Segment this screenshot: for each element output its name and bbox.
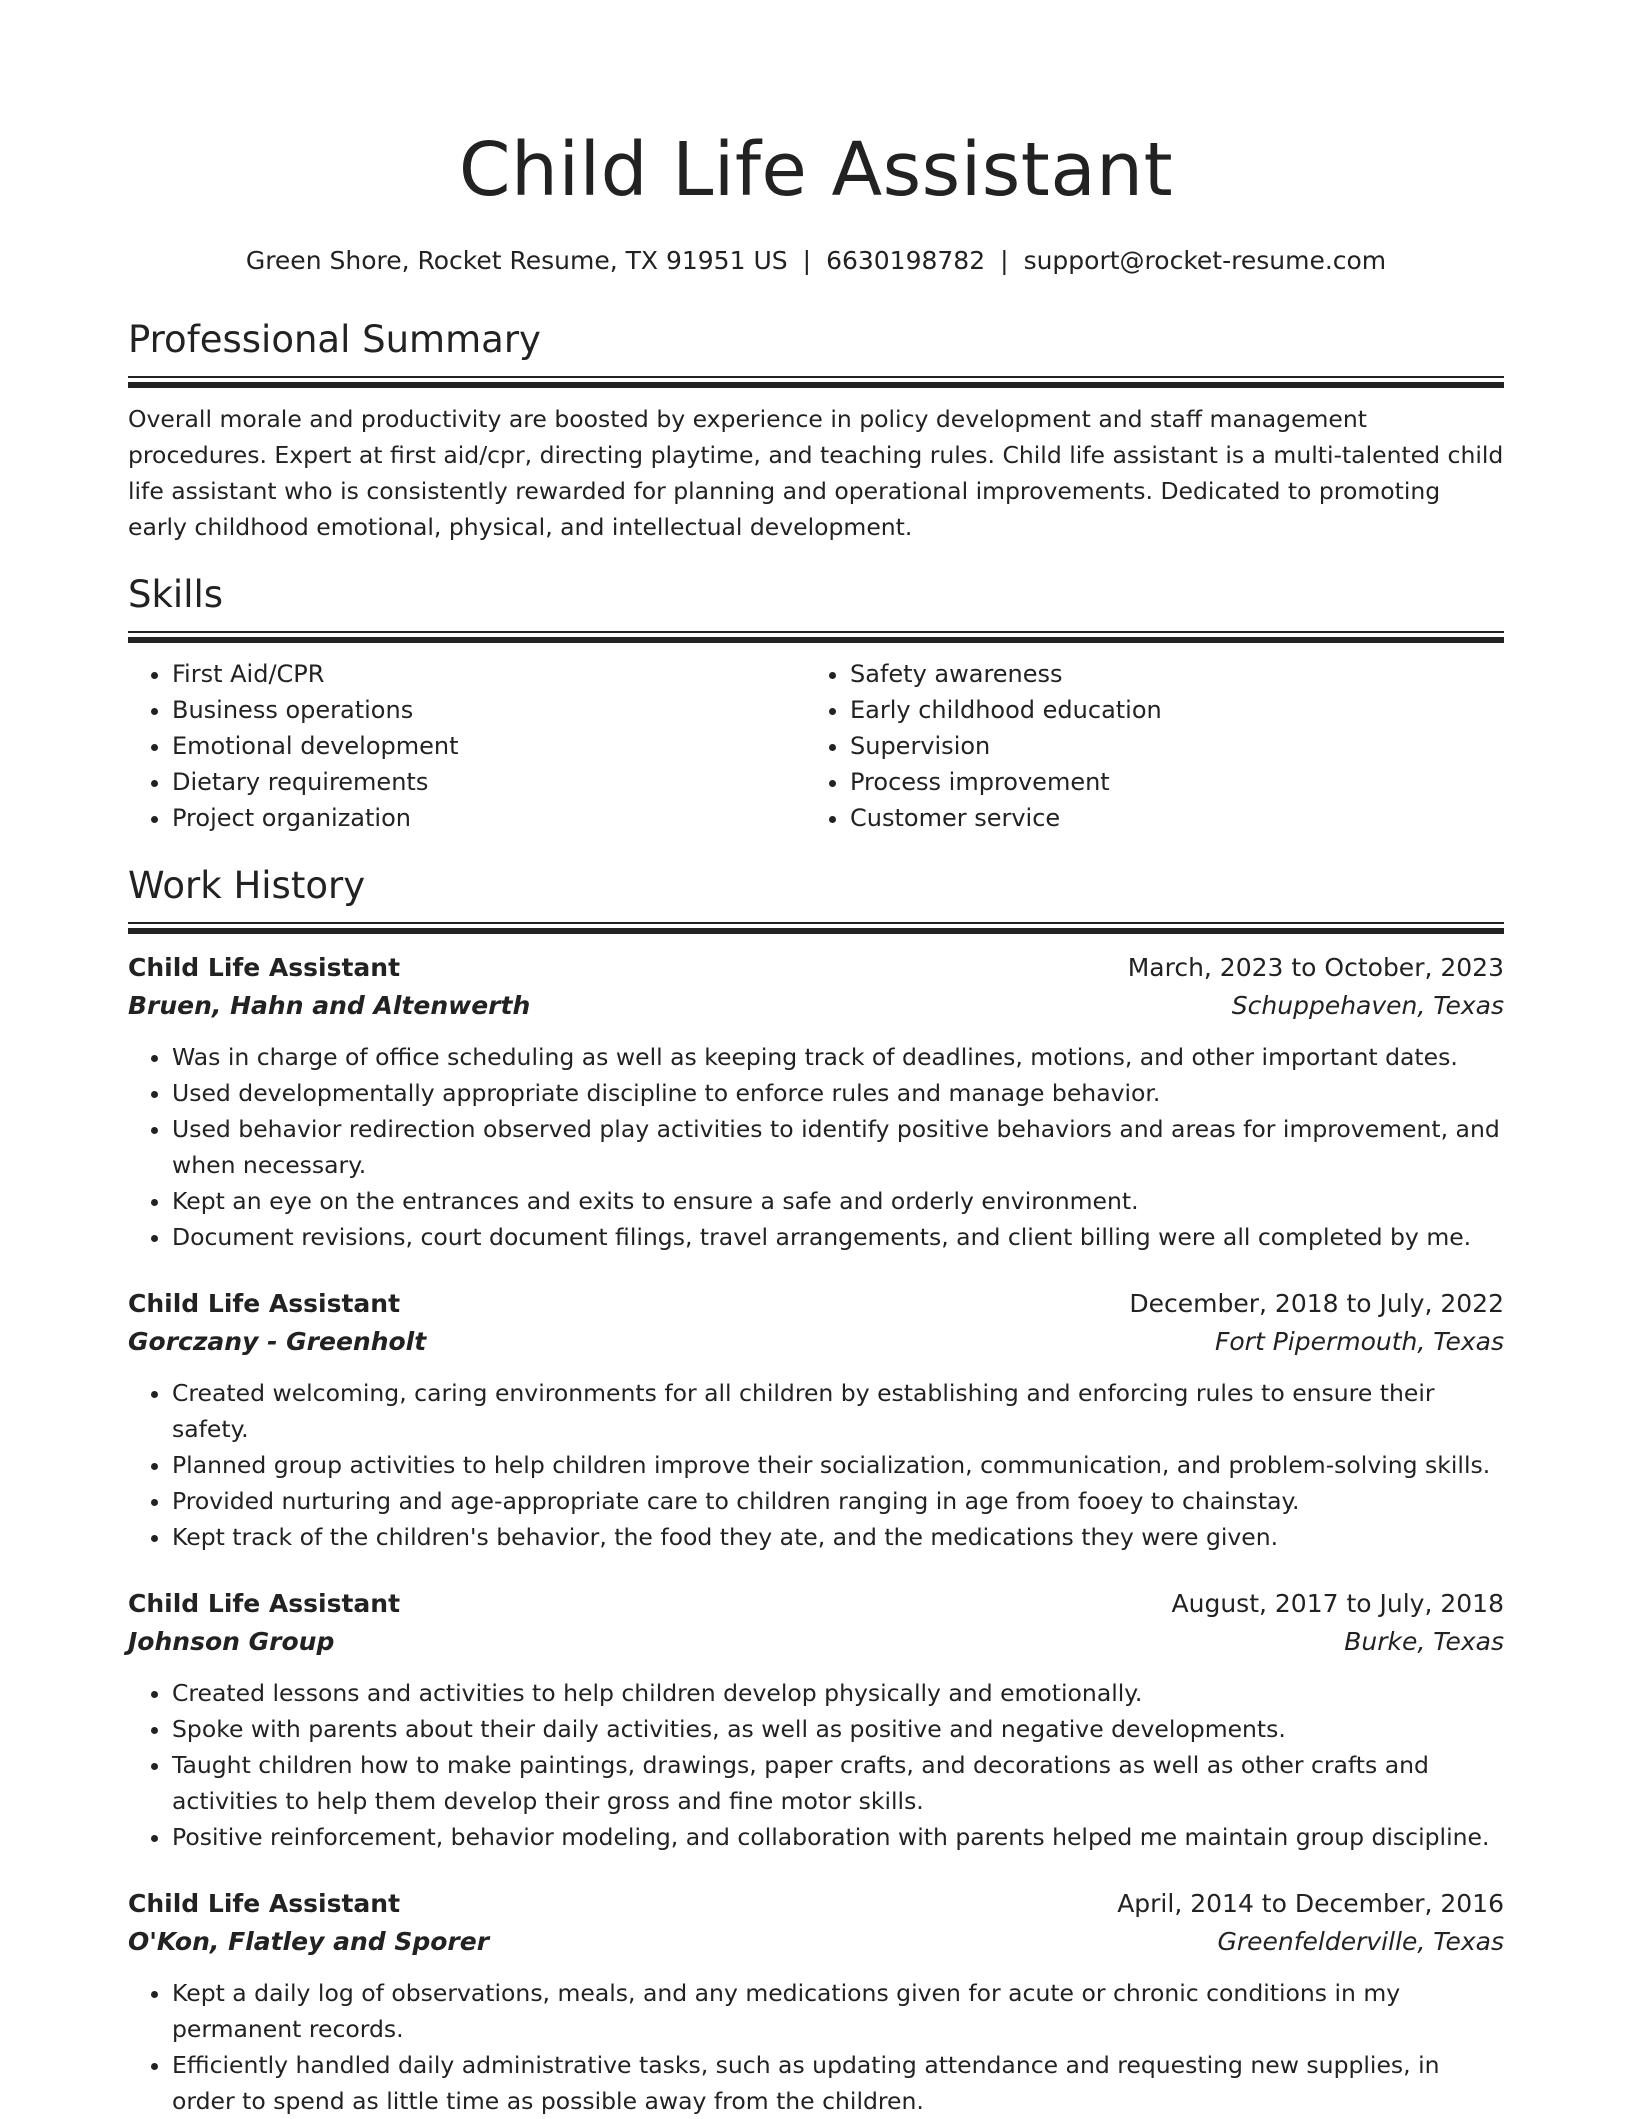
skills-columns [128, 656, 1504, 836]
skills-list-left [128, 656, 806, 836]
job-bullets [128, 1675, 1504, 1855]
skill-item: • Safety awareness [850, 656, 1484, 692]
job-bullet: • Was in charge of office scheduling as well as keeping track of deadlines, motions, and other important dates. [172, 1039, 1504, 1075]
summary-section [128, 316, 1504, 545]
skills-list-right [806, 656, 1484, 836]
resume-title: Child Life Assistant [458, 127, 1174, 213]
job-location: Fort Pipermouth, Texas [1215, 1327, 1504, 1356]
job-dates: April, 2014 to December, 2016 [1117, 1889, 1504, 1918]
contact-email: support@rocket-resume.com [1023, 246, 1387, 275]
job-company: Gorczany - Greenholt [128, 1327, 427, 1356]
job-company: O'Kon, Flatley and Sporer [128, 1927, 490, 1956]
job-bullet: • Kept a daily log of observations, meals, and any medications given for acute or chronic conditions in my permanent records. [172, 1975, 1504, 2047]
job-bullet: • Taught children how to make paintings, drawings, paper crafts, and decorations as well as other crafts and activities to help them develop their gross and fine motor skills. [172, 1747, 1504, 1819]
job-bullet: • Efficiently handled daily administrative tasks, such as updating attendance and requesting new supplies, in order to spend as little time as possible away from the children. [172, 2047, 1504, 2119]
contact-separator: | [802, 246, 812, 275]
work-section [128, 862, 1504, 2119]
skills-section [128, 571, 1504, 836]
job-entry [128, 1285, 1504, 1555]
work-heading: Work History [128, 864, 366, 907]
skill-item: • Project organization [172, 800, 806, 836]
section-divider [128, 922, 1504, 933]
summary-text: Overall morale and productivity are boosted by experience in policy development and staff management procedures. Expert at first aid/cpr, directing playtime, and teaching rules. Child life assistant is a multi-talented child life assistant who is consistently rewarded for planning and operational improvements. Dedicated to promoting early childhood emotional, physical, and intellectual development. [128, 405, 1504, 541]
job-dates: August, 2017 to July, 2018 [1171, 1589, 1504, 1618]
skill-item: • Dietary requirements [172, 764, 806, 800]
job-bullet: • Created welcoming, caring environments for all children by establishing and enforcing rules to ensure their safety. [172, 1375, 1504, 1447]
job-bullet: • Provided nurturing and age-appropriate care to children ranging in age from fooey to chainstay. [172, 1483, 1504, 1519]
contact-line [128, 244, 1504, 278]
contact-phone: 6630198782 [826, 246, 986, 275]
job-bullet: • Planned group activities to help children improve their socialization, communication, and problem-solving skills. [172, 1447, 1504, 1483]
resume-page [128, 0, 1504, 2119]
job-location: Schuppehaven, Texas [1231, 991, 1504, 1020]
job-entry [128, 1885, 1504, 2119]
job-title: Child Life Assistant [128, 1289, 401, 1318]
section-divider [128, 631, 1504, 642]
skill-item: • Supervision [850, 728, 1484, 764]
job-company: Johnson Group [128, 1627, 335, 1656]
job-dates: March, 2023 to October, 2023 [1127, 953, 1504, 982]
skill-item: • Customer service [850, 800, 1484, 836]
job-location: Greenfelderville, Texas [1217, 1927, 1504, 1956]
job-bullet: • Spoke with parents about their daily activities, as well as positive and negative developments. [172, 1711, 1504, 1747]
job-entry [128, 949, 1504, 1255]
contact-separator: | [1000, 246, 1009, 275]
job-bullet: • Document revisions, court document filings, travel arrangements, and client billing were all completed by me. [172, 1219, 1504, 1255]
skill-item: • Business operations [172, 692, 806, 728]
job-dates: December, 2018 to July, 2022 [1129, 1289, 1504, 1318]
job-entry [128, 1585, 1504, 1855]
job-bullet: • Used behavior redirection observed play activities to identify positive behaviors and areas for improvement, and when necessary. [172, 1111, 1504, 1183]
job-title: Child Life Assistant [128, 953, 401, 982]
job-bullets [128, 1039, 1504, 1255]
section-divider [128, 376, 1504, 387]
job-bullet: • Kept an eye on the entrances and exits to ensure a safe and orderly environment. [172, 1183, 1504, 1219]
summary-heading: Professional Summary [128, 318, 541, 361]
job-bullets [128, 1375, 1504, 1555]
skill-item: • Emotional development [172, 728, 806, 764]
job-bullet: • Positive reinforcement, behavior modeling, and collaboration with parents helped me maintain group discipline. [172, 1819, 1504, 1855]
job-bullet: • Kept track of the children's behavior, the food they ate, and the medications they were given. [172, 1519, 1504, 1555]
skill-item: • Early childhood education [850, 692, 1484, 728]
skill-item: • First Aid/CPR [172, 656, 806, 692]
job-bullets [128, 1975, 1504, 2119]
skill-item: • Process improvement [850, 764, 1484, 800]
job-bullet: • Created lessons and activities to help children develop physically and emotionally. [172, 1675, 1504, 1711]
job-title: Child Life Assistant [128, 1589, 401, 1618]
job-title: Child Life Assistant [128, 1889, 401, 1918]
job-company: Bruen, Hahn and Altenwerth [128, 991, 531, 1020]
skills-heading: Skills [128, 573, 224, 616]
contact-address: Green Shore, Rocket Resume, TX 91951 US [245, 246, 788, 275]
job-location: Burke, Texas [1344, 1627, 1504, 1656]
job-bullet: • Used developmentally appropriate discipline to enforce rules and manage behavior. [172, 1075, 1504, 1111]
